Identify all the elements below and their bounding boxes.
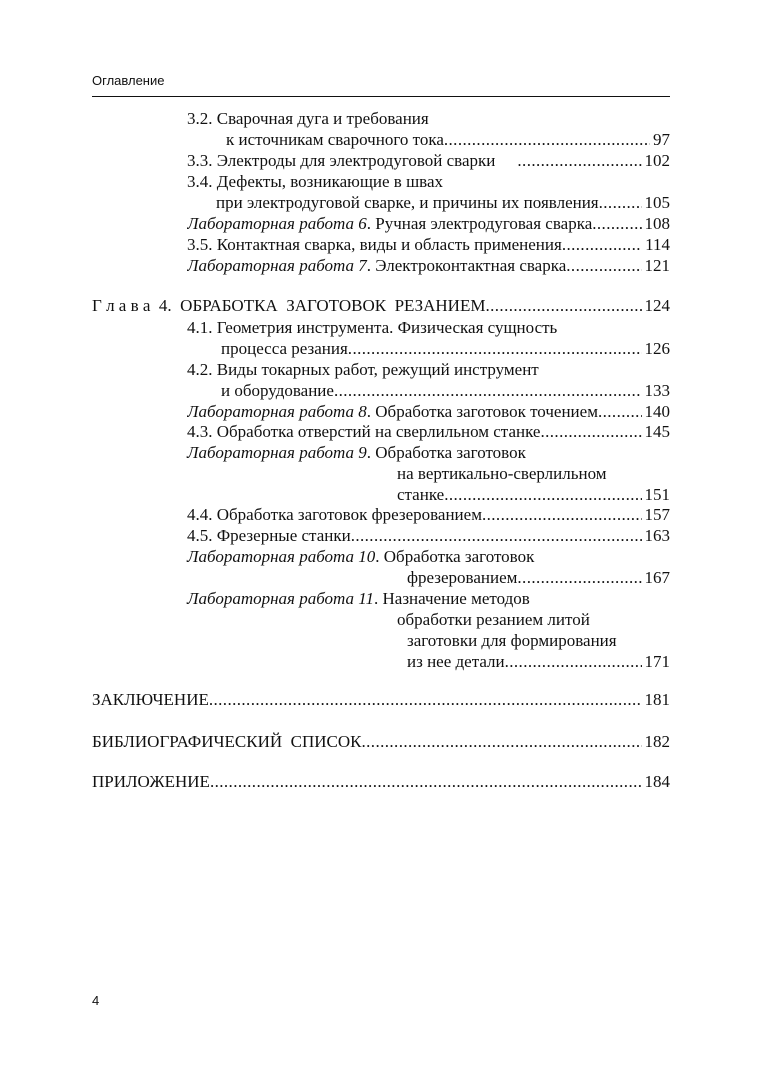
toc-entry-lab-6[interactable]: Лабораторная работа 6. Ручная электродуговая сварка ..... 108 [187, 213, 670, 235]
toc-entry-lab-11-line1: Лабораторная работа 11. Назначение методов [187, 589, 530, 608]
toc-bibliography[interactable]: БИБЛИОГРАФИЧЕСКИЙ СПИСОК ..... 182 [92, 731, 670, 753]
page-ref: 105 [644, 193, 670, 212]
page-ref: 133 [644, 381, 670, 400]
page-ref: 102 [644, 151, 670, 170]
leader-dots [592, 213, 641, 235]
page-ref: 182 [644, 732, 670, 751]
toc-entry-lab-10[interactable]: фрезерованием ..... 167 [407, 567, 670, 589]
toc-entry-3-5[interactable]: 3.5. Контактная сварка, виды и область применения ..... 114 [187, 234, 670, 256]
page-ref: 124 [644, 296, 670, 315]
toc-entry-3-4[interactable]: при электродуговой сварке, и причины их появления ..... 105 [216, 192, 670, 214]
toc-entry-4-1-line1: 4.1. Геометрия инструмента. Физическая сущность [187, 318, 558, 337]
leader-dots [482, 504, 642, 526]
toc-entry-3-2-line1: 3.2. Сварочная дуга и требования [187, 109, 429, 128]
toc-entry-lab-10-line1: Лабораторная работа 10. Обработка заготовок [187, 547, 535, 566]
toc-entry-4-5[interactable]: 4.5. Фрезерные станки ..... 163 [187, 525, 670, 547]
page-ref: 145 [644, 422, 670, 441]
leader-dots [334, 380, 642, 402]
leader-dots [485, 295, 641, 317]
toc-conclusion[interactable]: ЗАКЛЮЧЕНИЕ ..... 181 [92, 689, 670, 711]
page-ref: 121 [644, 256, 670, 275]
leader-dots [444, 484, 641, 506]
toc-entry-lab-11-line3: заготовки для формирования [407, 631, 617, 650]
leader-dots [210, 771, 642, 793]
page-ref: 151 [644, 485, 670, 504]
toc-entry-4-2[interactable]: и оборудование ..... 133 [221, 380, 670, 402]
toc-entry-4-2-line1: 4.2. Виды токарных работ, режущий инструмент [187, 360, 539, 379]
leader-dots [566, 255, 641, 277]
toc-chapter-4[interactable]: Г л а в а 4. ОБРАБОТКА ЗАГОТОВОК РЕЗАНИЕМ ..... 124 [92, 295, 670, 317]
page-ref: 167 [644, 568, 670, 587]
toc-entry-lab-11[interactable]: из нее детали ..... 171 [407, 651, 670, 673]
toc-entry-3-2[interactable]: к источникам сварочного тока ..... 97 [226, 129, 670, 151]
page-number: 4 [92, 993, 100, 1008]
page-ref: 157 [644, 505, 670, 524]
leader-dots [505, 651, 642, 673]
toc-entry-4-4[interactable]: 4.4. Обработка заготовок фрезерованием ..... 157 [187, 504, 670, 526]
leader-dots [517, 567, 641, 589]
toc-entry-lab-9-line1: Лабораторная работа 9. Обработка заготовок [187, 443, 526, 462]
toc-appendix[interactable]: ПРИЛОЖЕНИЕ ..... 184 [92, 771, 670, 793]
toc-entry-lab-9[interactable]: станке ..... 151 [397, 484, 670, 506]
leader-dots [598, 401, 642, 423]
page-ref: 126 [644, 339, 670, 358]
page-ref: 181 [644, 690, 670, 709]
page-ref: 184 [644, 772, 670, 791]
toc-entry-3-3[interactable]: 3.3. Электроды для электродуговой сварки ..... 102 [187, 150, 670, 172]
leader-dots [348, 338, 642, 360]
page-ref: 114 [645, 235, 670, 254]
page-ref: 171 [644, 652, 670, 671]
page-ref: 108 [644, 214, 670, 233]
toc-entry-4-3[interactable]: 4.3. Обработка отверстий на сверлильном станке ..... 145 [187, 421, 670, 443]
toc-entry-lab-8[interactable]: Лабораторная работа 8. Обработка заготовок точением ..... 140 [187, 401, 670, 423]
toc-entry-3-4-line1: 3.4. Дефекты, возникающие в швах [187, 172, 444, 191]
toc-entry-lab-9-line2: на вертикально-сверлильном [397, 464, 607, 483]
header-rule [92, 96, 670, 97]
running-header: Оглавление [92, 73, 165, 88]
toc-entry-lab-7[interactable]: Лабораторная работа 7. Электроконтактная сварка ..... 121 [187, 255, 670, 277]
leader-dots [599, 192, 642, 214]
leader-dots [351, 525, 642, 547]
page-ref: 97 [653, 130, 670, 149]
toc-entry-lab-11-line2: обработки резанием литой [397, 610, 590, 629]
page-ref: 140 [644, 402, 670, 421]
page-ref: 163 [644, 526, 670, 545]
leader-dots [362, 731, 642, 753]
leader-dots [517, 150, 641, 172]
toc-entry-4-1[interactable]: процесса резания ..... 126 [221, 338, 670, 360]
leader-dots [562, 234, 642, 256]
leader-dots [444, 129, 650, 151]
leader-dots [209, 689, 642, 711]
leader-dots [540, 421, 641, 443]
